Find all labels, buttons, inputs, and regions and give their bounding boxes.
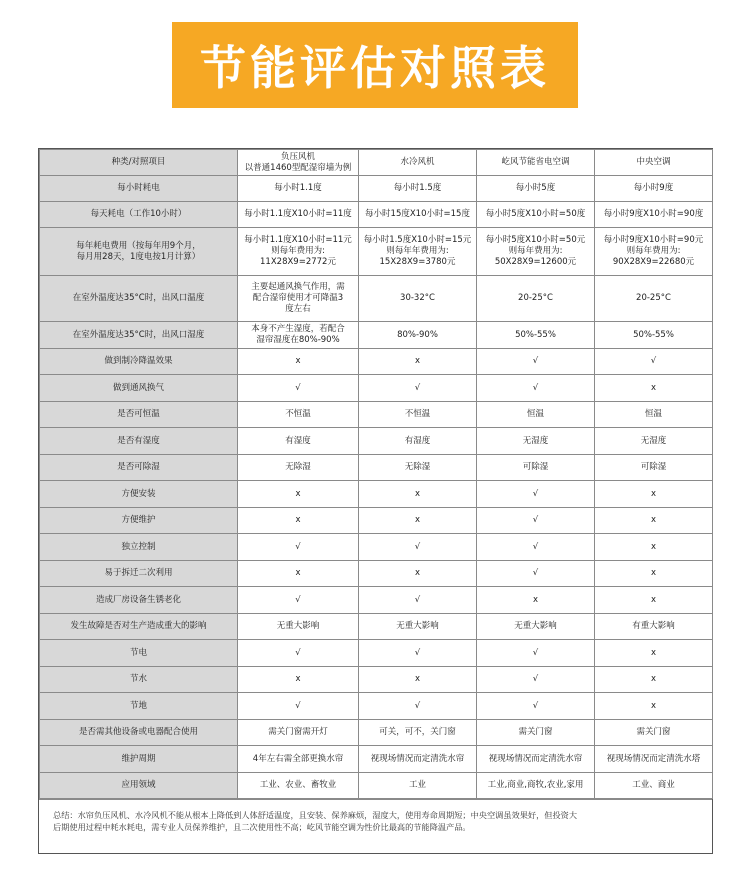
table-cell: 不恒温 [238, 402, 359, 428]
table-row [40, 402, 713, 428]
table-cell: 视现场情况而定清洗水帘 [359, 746, 477, 773]
table-cell: √ [238, 640, 359, 667]
table-cell: 无湿度 [477, 428, 595, 455]
comparison-table [39, 149, 713, 799]
table-cell: √ [477, 375, 595, 402]
row-label: 每小时耗电 [40, 176, 238, 202]
table-cell: 每小时9度X10小时=90元 则每年费用为: 90X28X9=22680元 [595, 228, 713, 276]
table-row [40, 276, 713, 322]
table-cell: √ [477, 508, 595, 534]
table-cell: 有湿度 [238, 428, 359, 455]
summary-line-2: 后期使用过程中耗水耗电，需专业人员保养维护，且二次使用性不高；屹风节能空调为性价比最高的节能降温产品。 [53, 822, 471, 832]
table-cell: √ [238, 693, 359, 720]
table-row [40, 455, 713, 481]
table-row [40, 587, 713, 614]
row-label: 独立控制 [40, 534, 238, 561]
table-row [40, 322, 713, 349]
table-cell: √ [359, 534, 477, 561]
row-label: 在室外温度达35°C时，出风口湿度 [40, 322, 238, 349]
row-label: 做到通风换气 [40, 375, 238, 402]
table-cell: √ [477, 349, 595, 375]
row-label: 造成厂房设备生锈老化 [40, 587, 238, 614]
table-cell: 每小时1.1度X10小时=11度 [238, 202, 359, 228]
table-row [40, 693, 713, 720]
table-cell: x [359, 481, 477, 508]
table-row [40, 481, 713, 508]
table-cell: x [595, 561, 713, 587]
table-cell: 每小时9度 [595, 176, 713, 202]
table-cell: x [359, 508, 477, 534]
table-cell: x [359, 349, 477, 375]
table-cell: 工业、商业 [595, 773, 713, 799]
table-cell: 每小时1.1度X10小时=11元 则每年费用为: 11X28X9=2772元 [238, 228, 359, 276]
table-cell: √ [477, 561, 595, 587]
table-cell: x [238, 667, 359, 693]
table-cell: 无重大影响 [359, 614, 477, 640]
table-cell: 有湿度 [359, 428, 477, 455]
table-row [40, 773, 713, 799]
header-water-cooled-fan: 水冷风机 [359, 150, 477, 176]
table-cell: 工业、农业、畜牧业 [238, 773, 359, 799]
table-cell: x [238, 561, 359, 587]
row-label: 发生故障是否对生产造成重大的影响 [40, 614, 238, 640]
table-cell: x [238, 508, 359, 534]
row-label: 做到制冷降温效果 [40, 349, 238, 375]
table-cell: 主要起通风换气作用，需 配合湿帘使用才可降温3 度左右 [238, 276, 359, 322]
header-category: 种类/对照项目 [40, 150, 238, 176]
table-cell: 恒温 [595, 402, 713, 428]
table-cell: 需关门窗 [477, 720, 595, 746]
table-cell: 无重大影响 [238, 614, 359, 640]
table-row [40, 349, 713, 375]
table-cell: 每小时5度X10小时=50元 则每年费用为: 50X28X9=12600元 [477, 228, 595, 276]
table-cell: 30-32°C [359, 276, 477, 322]
table-cell: 视现场情况而定清洗水塔 [595, 746, 713, 773]
table-cell: 20-25°C [477, 276, 595, 322]
table-row [40, 534, 713, 561]
table-cell: 4年左右需全部更换水帘 [238, 746, 359, 773]
table-cell: x [238, 349, 359, 375]
table-cell: √ [477, 667, 595, 693]
table-row [40, 228, 713, 276]
row-label: 方便维护 [40, 508, 238, 534]
table-cell: 可关，可不，关门窗 [359, 720, 477, 746]
table-cell: x [595, 667, 713, 693]
table-cell: 无重大影响 [477, 614, 595, 640]
table-cell: 每小时1.1度 [238, 176, 359, 202]
table-row [40, 614, 713, 640]
table-cell: 有重大影响 [595, 614, 713, 640]
table-cell: √ [477, 640, 595, 667]
row-label: 是否可除湿 [40, 455, 238, 481]
summary-note [39, 799, 712, 844]
table-cell: √ [477, 481, 595, 508]
table-cell: 可除湿 [595, 455, 713, 481]
table-cell: √ [477, 534, 595, 561]
table-row [40, 508, 713, 534]
table-cell: √ [359, 375, 477, 402]
table-cell: x [595, 587, 713, 614]
table-cell: 80%-90% [359, 322, 477, 349]
table-cell: 无除湿 [359, 455, 477, 481]
comparison-table-container [38, 148, 713, 854]
page-title: 节能评估对照表 [172, 22, 578, 108]
table-cell: x [359, 561, 477, 587]
table-cell: 无除湿 [238, 455, 359, 481]
table-cell: 需关门窗需开灯 [238, 720, 359, 746]
table-cell: √ [238, 375, 359, 402]
table-cell: x [477, 587, 595, 614]
header-negative-pressure-fan: 负压风机 以普通1460型配湿帘墙为例 [238, 150, 359, 176]
row-label: 每年耗电费用（按每年用9个月， 每月用28天，1度电按1月计算） [40, 228, 238, 276]
table-cell: √ [359, 693, 477, 720]
table-cell: √ [238, 587, 359, 614]
row-label: 是否可恒温 [40, 402, 238, 428]
table-cell: 20-25°C [595, 276, 713, 322]
table-row [40, 640, 713, 667]
row-label: 易于拆迁二次利用 [40, 561, 238, 587]
row-label: 节地 [40, 693, 238, 720]
table-row [40, 667, 713, 693]
table-header-row [40, 150, 713, 176]
table-cell: x [595, 481, 713, 508]
table-cell: √ [359, 640, 477, 667]
table-cell: 不恒温 [359, 402, 477, 428]
table-cell: 50%-55% [477, 322, 595, 349]
table-cell: x [238, 481, 359, 508]
table-cell: 每小时1.5度X10小时=15元 则每年年费用为: 15X28X9=3780元 [359, 228, 477, 276]
row-label: 节水 [40, 667, 238, 693]
table-cell: 工业 [359, 773, 477, 799]
table-row [40, 428, 713, 455]
table-cell: √ [238, 534, 359, 561]
table-cell: √ [595, 349, 713, 375]
table-cell: 每小时15度X10小时=15度 [359, 202, 477, 228]
table-cell: 无湿度 [595, 428, 713, 455]
table-cell: x [595, 693, 713, 720]
table-cell: 需关门窗 [595, 720, 713, 746]
row-label: 应用领域 [40, 773, 238, 799]
header-central-ac: 中央空调 [595, 150, 713, 176]
row-label: 节电 [40, 640, 238, 667]
table-row [40, 720, 713, 746]
table-body [40, 176, 713, 799]
table-row [40, 746, 713, 773]
table-row [40, 375, 713, 402]
table-cell: 工业,商业,商牧,农业,家用 [477, 773, 595, 799]
table-row [40, 176, 713, 202]
table-cell: √ [359, 587, 477, 614]
row-label: 每天耗电（工作10小时） [40, 202, 238, 228]
header-energy-saving-ac: 屹风节能省电空调 [477, 150, 595, 176]
table-cell: x [595, 508, 713, 534]
table-row [40, 202, 713, 228]
table-cell: 每小时1.5度 [359, 176, 477, 202]
row-label: 方便安装 [40, 481, 238, 508]
table-cell: 可除湿 [477, 455, 595, 481]
table-cell: 每小时5度X10小时=50度 [477, 202, 595, 228]
table-cell: 每小时9度X10小时=90度 [595, 202, 713, 228]
row-label: 在室外温度达35°C时，出风口温度 [40, 276, 238, 322]
table-cell: 视现场情况而定清洗水帘 [477, 746, 595, 773]
row-label: 是否需其他设备或电器配合使用 [40, 720, 238, 746]
table-cell: √ [477, 693, 595, 720]
table-cell: x [359, 667, 477, 693]
summary-line-1: 总结：水帘负压风机、水冷风机不能从根本上降低到人体舒适温度，且安装、保养麻烦，湿度大，使用寿命周期短；中央空调虽效果好，但投资大 [53, 810, 578, 820]
table-cell: 恒温 [477, 402, 595, 428]
row-label: 是否有湿度 [40, 428, 238, 455]
table-cell: x [595, 534, 713, 561]
table-cell: 50%-55% [595, 322, 713, 349]
table-cell: 每小时5度 [477, 176, 595, 202]
table-cell: x [595, 375, 713, 402]
table-cell: x [595, 640, 713, 667]
table-cell: 本身不产生湿度，若配合 湿帘湿度在80%-90% [238, 322, 359, 349]
table-row [40, 561, 713, 587]
row-label: 维护周期 [40, 746, 238, 773]
